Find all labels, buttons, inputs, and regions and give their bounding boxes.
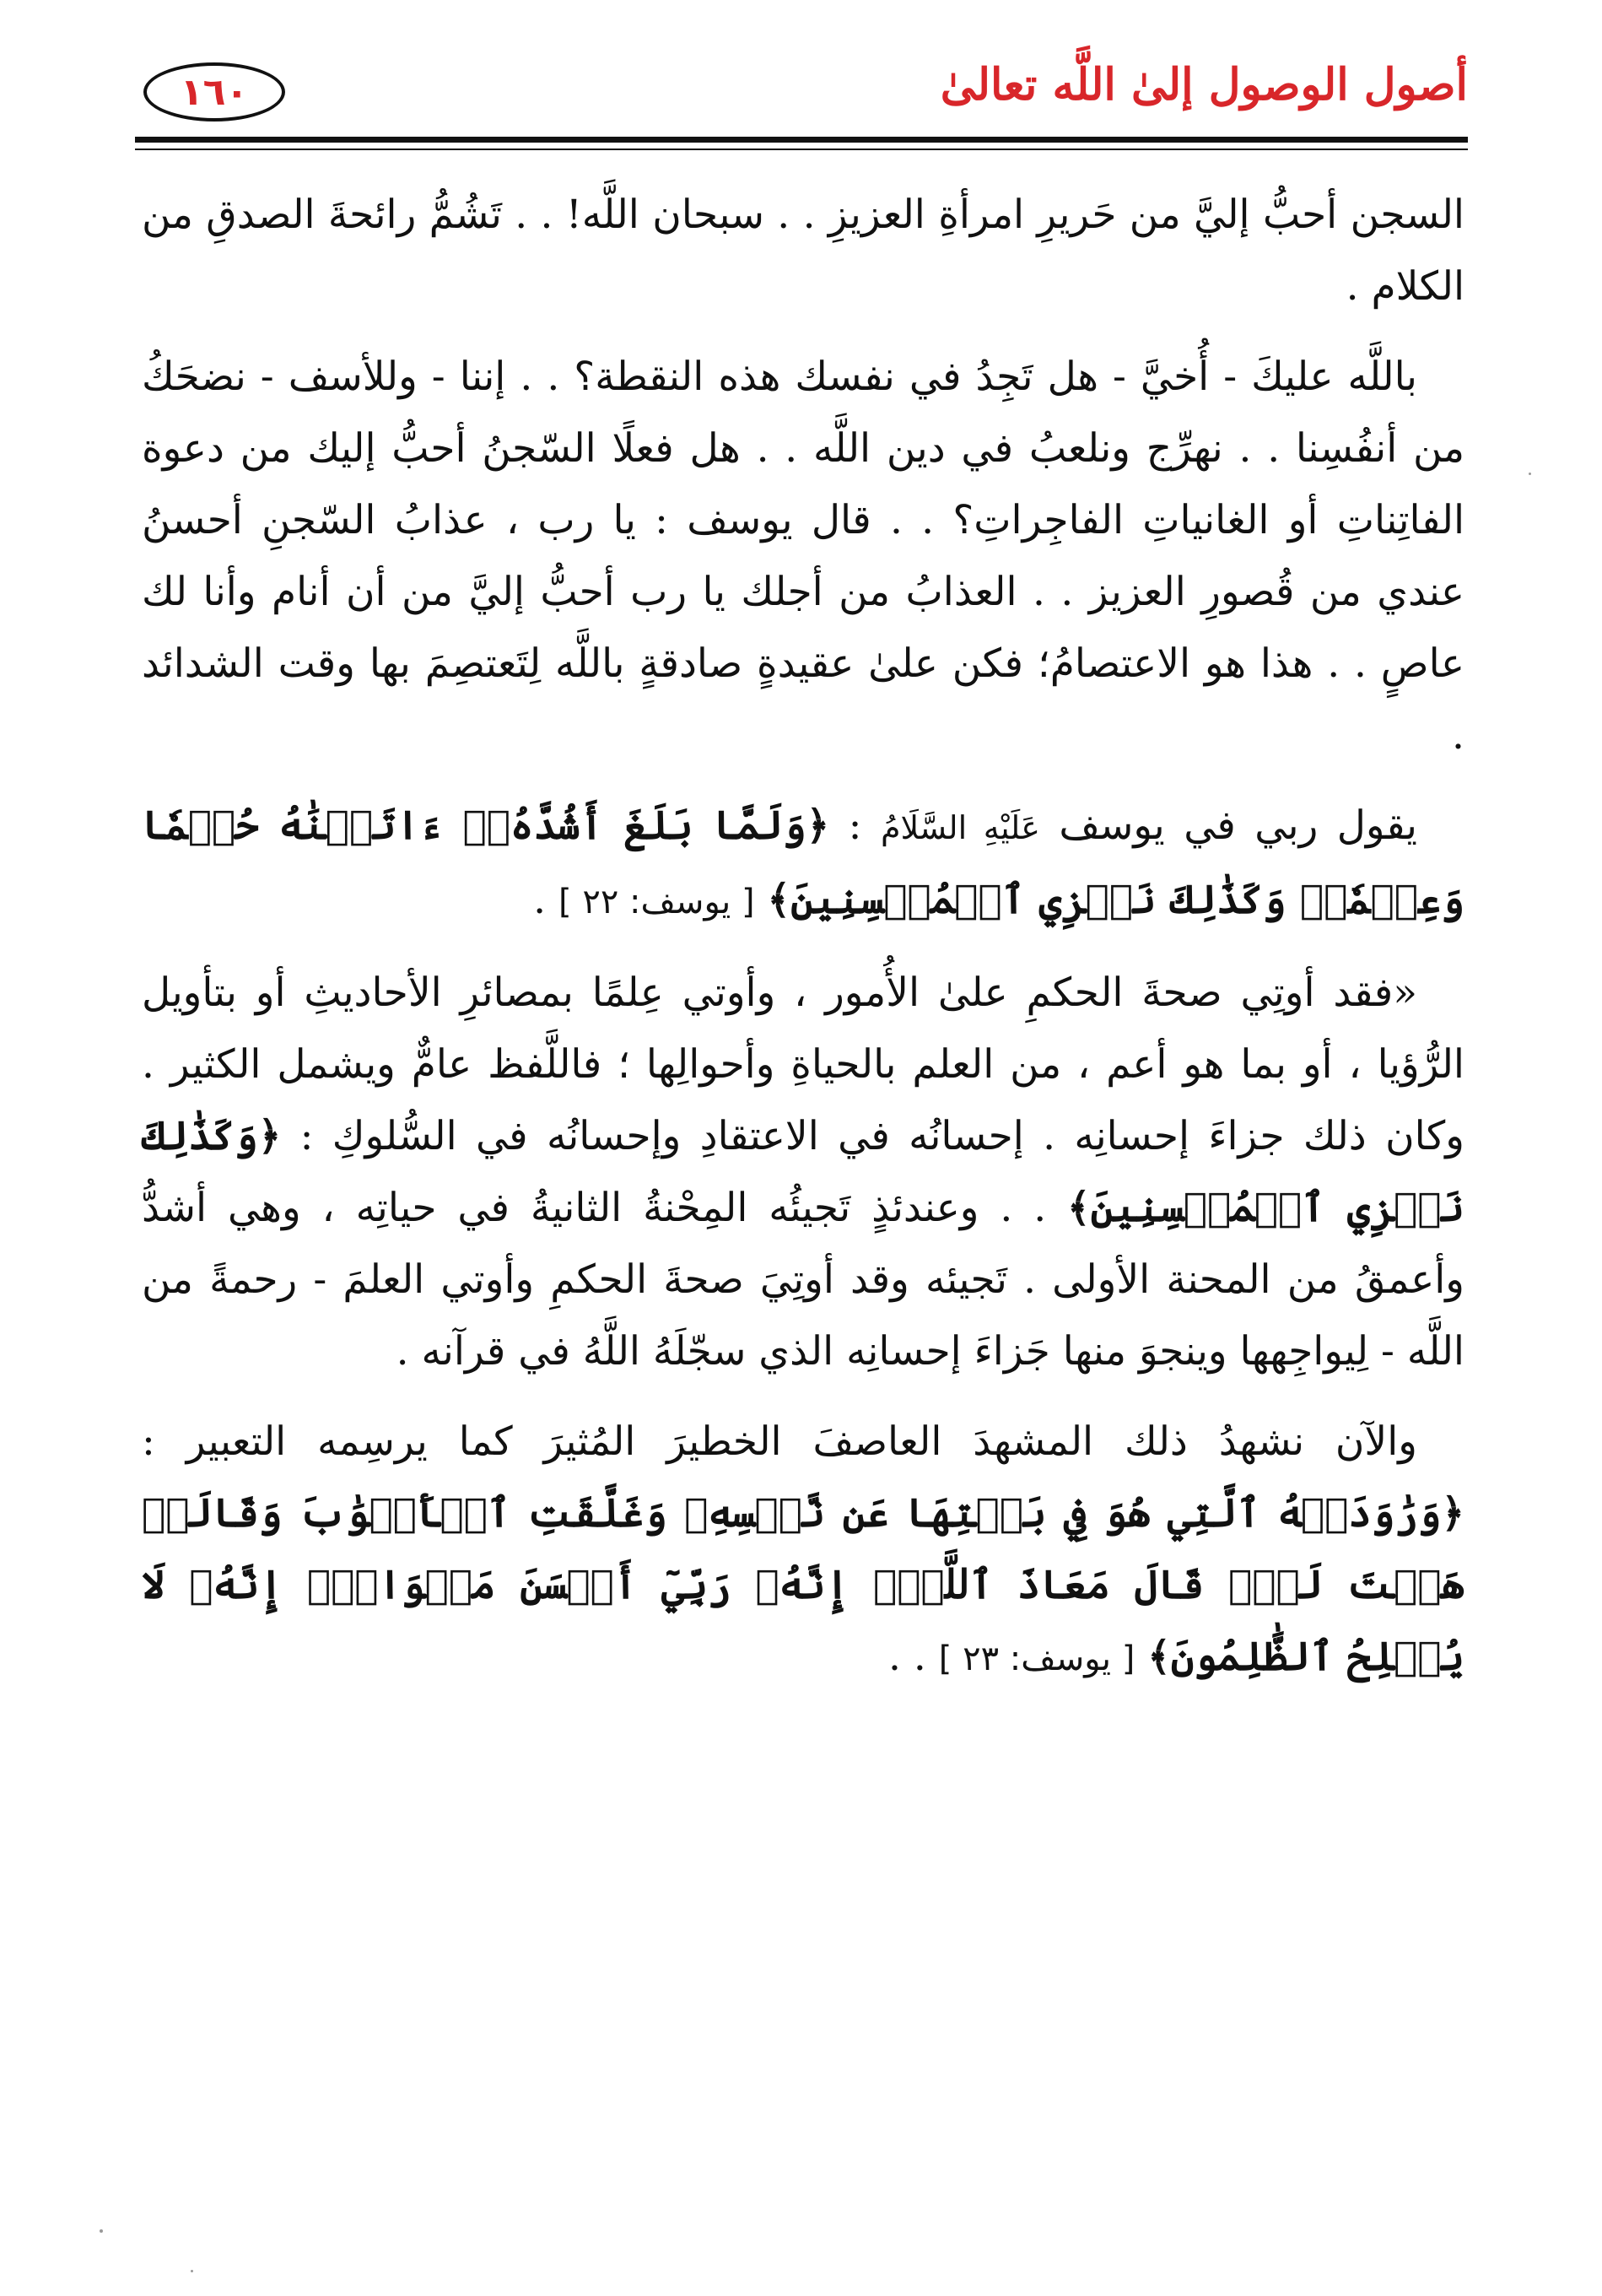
paragraph-5 bbox=[142, 1406, 1464, 1695]
quran-inline-verse: وَكَذَٰلِكَ نَجۡزِي ٱلۡمُحۡسِنِينَ bbox=[142, 1113, 1464, 1231]
quran-close-bracket: ﴾ bbox=[1147, 1634, 1171, 1680]
header-rule-thin bbox=[135, 149, 1468, 150]
paragraph-5-intro: والآن نشهدُ ذلك المشهدَ العاصفَ الخطيرَ المُثيرَ كما يرسِمه التعبير : bbox=[142, 1418, 1417, 1465]
quran-verse-22: وَلَمَّا بَلَغَ أَشُدَّهُۥٓ ءَاتَيۡنَٰهُ حُكۡمٗا وَعِلۡمٗاۚ وَكَذَٰلِكَ نَجۡزِي ٱلۡمُحۡسِنِينَ bbox=[142, 802, 1464, 923]
paragraph-2: باللَّه عليكَ - أُخيَّ - هل تَجِدُ في نفسك هذه النقطة؟ . . إننا - وللأسف - نضحَكُ من أنفُسِنا . . نهرِّج ونلعبُ في دين اللَّه . . هل فعلًا السّجنُ أحبُّ إليك من دعوة الفاتِناتِ أو الغانياتِ الفاجِراتِ؟ . . قال يوسف : يا رب ، عذابُ السّجنِ أحسنُ عندي من قُصورِ العزيز . . العذابُ من أجلك يا رب أحبُّ إليَّ من أن أنام وأنا لك عاصٍ . . هذا هو الاعتصامُ؛ فكن علىٰ عقيدةٍ صادقةٍ باللَّه لِتَعتصِمَ بها وقت الشدائد . bbox=[142, 354, 1464, 759]
quran-close-bracket: ﴾ bbox=[1067, 1185, 1091, 1231]
header-rule-thick bbox=[135, 137, 1468, 143]
quran-open-bracket: ﴿ bbox=[806, 802, 830, 849]
quran-open-bracket: ﴿ bbox=[257, 1113, 282, 1159]
page-header bbox=[135, 51, 1468, 143]
body-text bbox=[142, 179, 1464, 1714]
page-number: ١٦٠ bbox=[180, 70, 249, 114]
paragraph-3-colon: : bbox=[829, 802, 881, 849]
verse-reference-22: [ يوسف: ٢٢ ] bbox=[558, 883, 755, 921]
paragraph-5-end: . . bbox=[888, 1634, 939, 1680]
paragraph-1: السجن أحبُّ إليَّ من حَريرِ امرأةِ العزيزِ . . سبحان اللَّه! . . تَشُمُّ رائحةَ الصدقِ من الكلام . bbox=[142, 192, 1464, 310]
quran-close-bracket: ﴾ bbox=[767, 877, 791, 923]
paragraph-4-part-b: . . وعندئذٍ تَجيئُه المِحْنةُ الثانيةُ في حياتِه ، وهي أشدُّ وأعمقُ من المحنة الأولى . تَجيئه وقد أوتِيَ صحةَ الحكمِ وأوتي العلمَ - رحمةً من اللَّه - لِيواجِهها وينجوَ منها جَزاءَ إحسانِه الذي سجّلَهُ اللَّهُ في قرآنه . bbox=[142, 1185, 1464, 1375]
paragraph-3-end: . bbox=[533, 877, 559, 923]
paragraph-4 bbox=[142, 957, 1464, 1387]
paragraph-3 bbox=[142, 790, 1464, 938]
quran-open-bracket: ﴿ bbox=[1441, 1490, 1464, 1537]
blessing-symbol: عَلَيْهِ السَّلَامُ bbox=[880, 809, 1040, 846]
page-number-badge bbox=[143, 62, 285, 122]
quran-verse-23: وَرَٰوَدَتۡهُ ٱلَّتِي هُوَ فِي بَيۡتِهَا عَن نَّفۡسِهِۦ وَغَلَّقَتِ ٱلۡأَبۡوَٰبَ وَقَالَتۡ هَيۡتَ لَكَۚ قَالَ مَعَاذَ ٱللَّهِۖ إِنَّهُۥ رَبِّيٓ أَحۡسَنَ مَثۡوَايَۖ إِنَّهُۥ لَا يُفۡلِحُ ٱلظَّٰلِمُونَ bbox=[142, 1490, 1464, 1680]
paragraph-3-intro: يقول ربي في يوسف bbox=[1059, 802, 1418, 849]
paragraph-4-part-a: «فقد أوتِي صحةَ الحكمِ علىٰ الأُمور ، وأوتي عِلمًا بمصائرِ الأحاديثِ أو بتأويل الرُّؤيا ، أو بما هو أعم ، من العلم بالحياةِ وأحوالِها ؛ فاللَّفظ عامٌّ ويشمل الكثير . وكان ذلك جزاءَ إحسانِه . إحسانُه في الاعتقادِ وإحسانُه في السُّلوكِ : bbox=[142, 970, 1464, 1159]
running-title: أصول الوصول إلىٰ اللَّه تعالىٰ bbox=[940, 59, 1468, 111]
verse-reference-23: [ يوسف: ٢٣ ] bbox=[938, 1640, 1135, 1678]
